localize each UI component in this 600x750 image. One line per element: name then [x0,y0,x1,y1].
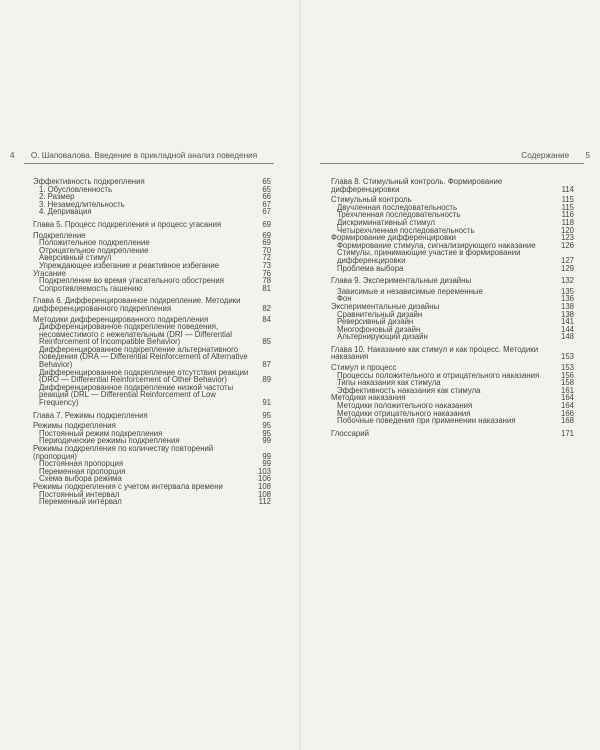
toc-entry [331,277,574,285]
toc-entry-title: Упреждающее избегание и реактивное избегание [39,260,220,270]
toc-entry-title: Дифференцированное подкрепление отсутствия реакции (DRO — Differential Reinforcement of Other Behavior) [39,367,249,385]
toc-entry-page: 89 [262,375,271,385]
toc-entry-title: Реверсивный дизайн [337,317,414,327]
toc-entry-page: 95 [262,410,271,420]
toc-entry-page: 67 [262,207,271,217]
toc-entry-title: Глава 10. Наказание как стимул и как процесс. Методики наказания [331,344,539,362]
toc-entry-page: 164 [560,401,574,411]
toc-entry-title: Стимулы, принимающие участие в формировании дифференцировки [337,248,521,265]
toc-entry-page: 153 [560,352,574,362]
toc-entry-page: 81 [262,283,271,293]
toc-entry-title: Глава 5. Процесс подкрепления и процесс угасания [33,219,222,229]
toc-entry-title: Глава 8. Стимульный контроль. Формирование дифференцировки [331,177,503,194]
toc-entry-title: Постоянный интервал [39,489,120,499]
toc-entry-title: Режимы подкрепления с учетом интервала времени [33,481,223,491]
toc-entry-page: 85 [262,337,271,347]
toc-entry [331,430,574,438]
toc-entry-title: Дифференцированное подкрепление поведения, несовместимого с нежелательным (DRI — Differential Reinforcement of Incompatible Behavior) [39,322,232,347]
toc-entry-page: 126 [560,240,574,250]
toc-entry-page: 164 [560,393,574,403]
toc-entry [33,221,271,229]
toc-entry [33,412,271,420]
toc-entry-title: Многофоновый дизайн [337,324,421,334]
toc-entry-title: 4. Депривация [39,207,92,217]
toc-entry-page: 69 [262,219,271,229]
toc-entry-title: Глава 6. Дифференцированное подкрепление. Методики дифференцированного подкрепления [33,296,241,313]
toc-entry-title: Формирование дифференцировки [331,233,456,243]
toc-entry-title: Типы наказания как стимула [337,378,441,388]
toc-entry-title: Подкрепление во время угасательного обострения [39,276,224,286]
toc-entry-page: 99 [262,436,271,446]
toc-entry [33,384,271,407]
running-head-title-right: Содержание [521,151,570,160]
toc-entry-title: Сопротивляемость гашению [39,283,143,293]
toc-entry-title: Проблема выбора [337,263,404,273]
toc-entry-page: 156 [560,370,574,380]
toc-entry-title: Переменный интервал [39,497,122,507]
toc-entry-page: 115 [561,202,574,212]
toc-entry [33,323,271,346]
toc-entry-page: 69 [262,230,271,240]
toc-entry [331,178,574,193]
toc-entry-title: Подкрепление [33,230,86,240]
toc-entry [331,417,574,425]
header-rule-right [320,163,584,164]
toc-entry [33,445,271,460]
toc-entry-page: 132 [560,276,574,286]
toc-entry-title: Переменная пропорция [39,466,126,476]
toc-left [33,178,271,506]
toc-entry-page: 106 [257,474,271,484]
toc-entry-page: 95 [262,428,271,438]
toc-entry-title: 3. Незамедлительность [39,199,125,209]
toc-entry [33,369,271,384]
toc-entry-page: 108 [257,481,271,491]
toc-entry-page: 138 [560,301,574,311]
toc-entry-title: Стимул и процесс [331,363,397,373]
toc-entry-page: 118 [561,217,574,227]
running-head-title-left: О. Шаповалова. Введение в прикладной анализ поведения [30,151,258,160]
toc-right [331,178,574,437]
toc-entry-page: 129 [560,263,574,273]
toc-entry-title: Сравнительный дизайн [337,309,423,319]
toc-entry-page: 158 [560,378,574,388]
right-page [300,0,600,750]
toc-entry-title: Постоянная пропорция [39,459,124,469]
toc-entry-page: 91 [262,398,271,408]
toc-entry-title: Трехчленная последовательность [337,210,461,220]
toc-entry [33,262,271,270]
toc-entry-title: Положительное подкрепление [39,238,150,248]
toc-entry-page: 84 [262,314,271,324]
toc-entry-page: 120 [560,225,574,235]
toc-entry-page: 114 [561,184,574,194]
toc-entry-page: 135 [560,286,574,296]
toc-entry-title: Эффективность подкрепления [33,177,145,186]
toc-entry-title: Зависимые и независимые переменные [337,286,483,296]
toc-entry-page: 67 [262,199,271,209]
toc-entry-title: Схема выбора режима [39,474,122,484]
toc-entry-page: 153 [560,363,574,373]
toc-entry-page: 141 [560,317,574,327]
toc-entry-title: Методики отрицательного наказания [337,408,471,418]
toc-entry-page: 82 [262,303,271,313]
toc-entry-page: 108 [257,489,271,499]
toc-entry-title: Периодические режимы подкрепления [39,436,180,446]
toc-entry-page: 66 [262,192,271,202]
toc-entry-page: 76 [262,268,271,278]
toc-entry-page: 138 [560,309,574,319]
toc-entry-page: 70 [262,245,271,255]
toc-entry-page: 72 [262,253,271,263]
running-head-right [521,151,590,160]
toc-entry-page: 127 [560,255,574,265]
toc-entry-title: Формирование стимула, сигнализирующего наказание [337,240,536,250]
toc-entry-page: 95 [262,421,271,431]
toc-entry-page: 103 [257,466,271,476]
toc-entry [331,288,574,296]
toc-entry-title: Дифференцированное подкрепление альтернативного поведения (DRA — Differential Reinforcement of Alternative Behavior) [39,344,248,370]
toc-entry [33,498,271,506]
toc-entry-title: Режимы подкрепления [33,421,116,431]
toc-entry-title: Глава 7. Режимы подкрепления [33,410,148,420]
toc-entry-page: 116 [561,210,574,220]
toc-entry-title: 2. Размер [39,192,75,202]
toc-entry-page: 171 [560,428,574,438]
toc-entry-title: Двучленная последовательность [337,202,458,212]
toc-entry-page: 99 [262,451,271,461]
page-number-left: 4 [10,151,15,160]
toc-entry-title: Стимульный контроль [331,195,412,205]
toc-entry-title: Методики положительного наказания [337,401,473,411]
toc-entry-page: 78 [262,276,271,286]
toc-entry-title: Угасание [33,268,66,278]
toc-entry-title: Альтернирующий дизайн [337,332,428,342]
toc-entry-page: 99 [262,459,271,469]
toc-entry-title: 1. Обусловленность [39,184,113,194]
toc-entry-page: 69 [262,238,271,248]
toc-entry-page: 148 [560,332,574,342]
running-head-left [10,151,257,160]
toc-entry-title: Побочные поведения при применении наказания [337,416,516,426]
header-rule-left [24,163,274,164]
toc-entry-title: Глоссарий [331,428,369,438]
toc-entry [331,265,574,273]
toc-entry [33,346,271,369]
toc-entry-page: 166 [560,408,574,418]
toc-entry-page: 161 [560,385,574,395]
toc-entry-page: 65 [262,184,271,194]
toc-entry-page: 73 [262,260,271,270]
toc-entry-title: Дискриминативный стимул [337,217,435,227]
toc-entry-title: Аверсивный стимул [39,253,112,263]
toc-entry-title: Методики наказания [331,393,406,403]
toc-entry [33,285,271,293]
toc-entry-page: 65 [262,177,271,186]
toc-entry-title: Процессы положительного и отрицательного наказания [337,370,540,380]
toc-entry-title: Экспериментальные дизайны [331,301,440,311]
toc-entry-title: Режимы подкрепления по количеству повторений (пропорция) [33,444,214,461]
toc-entry [331,333,574,341]
page-number-right: 5 [585,151,590,160]
toc-entry [331,249,574,264]
toc-entry [331,346,574,361]
toc-entry-page: 168 [560,416,574,426]
toc-entry-page: 123 [560,233,574,243]
toc-entry-page: 136 [560,294,574,304]
toc-entry-title: Четырехчленная последовательность [337,225,475,235]
toc-entry-page: 112 [258,497,271,507]
toc-entry-title: Дифференцированное подкрепление низкой частоты реакций (DRL — Differential Reinforcement of Low Frequency) [39,382,234,408]
toc-entry-title: Фон [337,294,352,304]
toc-entry-title: Эффективность наказания как стимула [337,385,481,395]
toc-entry-title: Глава 9. Экспериментальные дизайны [331,276,472,286]
toc-entry-page: 144 [560,324,574,334]
toc-entry-page: 87 [262,360,271,370]
toc-entry-page: 115 [561,195,574,205]
toc-entry-title: Отрицательное подкрепление [39,245,149,255]
toc-entry-title: Постоянный режим подкрепления [39,428,163,438]
toc-entry [33,297,271,312]
toc-entry [33,208,271,216]
toc-entry-title: Методики дифференцированного подкрепления [33,314,209,324]
